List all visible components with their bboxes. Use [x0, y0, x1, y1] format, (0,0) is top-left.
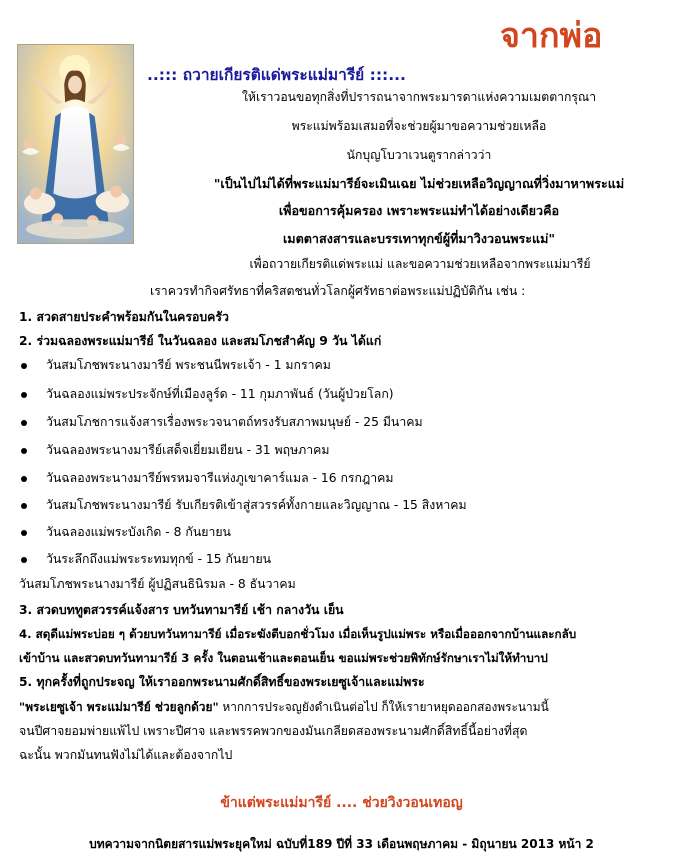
body-line: จนปีศาจยอมพ่ายแพ้ไป เพราะปีศาจ และพรรคพวกของมันเกลียดสองพระนามศักดิ์สิทธิ์นี้อย่างที่สุด	[19, 724, 528, 738]
bullet-icon	[21, 530, 27, 536]
headline: ..::: ถวายเกียรติแด่พระแม่มารีย์ :::...	[147, 66, 406, 84]
prayer-quote: "พระเยซูเจ้า พระแม่มารีย์ ช่วยลูกด้วย"	[19, 700, 219, 714]
prayer-line	[19, 698, 549, 717]
feast-item: วันสมโภชพระนางมารีย์ รับเกียรติเข้าสู่สวรรค์ทั้งกายและวิญญาณ - 15 สิงหาคม	[46, 498, 467, 512]
masthead-title: จากพ่อ	[500, 16, 603, 56]
list-item: เข้าบ้าน และสวดบทวันทามารีย์ 3 ครั้ง ในตอนเช้าและตอนเย็น ขอแม่พระช่วยพิทักษ์รักษาเราไม่ให้ทำบาป	[19, 651, 548, 665]
feast-item: วันฉลองพระนางมารีย์พรหมจารีแห่งภูเขาคาร์แมล - 16 กรกฎาคม	[46, 471, 394, 485]
feast-item: วันสมโภชการแจ้งสารเรื่องพระวจนาตถ์ทรงรับสภาพมนุษย์ - 25 มีนาคม	[46, 415, 423, 429]
closing-prayer: ข้าแต่พระแม่มารีย์ .... ช่วยวิงวอนเทอญ	[220, 795, 463, 811]
intro-line: นักบุญโบวาเวนตูรากล่าวว่า	[346, 148, 492, 162]
quote-line: เพื่อขอการคุ้มครอง เพราะพระแม่ทำได้อย่างเดียวคือ	[278, 203, 560, 218]
feast-item: วันสมโภชพระนางมารีย์ พระชนนีพระเจ้า - 1 มกราคม	[46, 358, 331, 372]
feast-item: วันสมโภชพระนางมารีย์ ผู้ปฏิสนธินิรมล - 8 ธันวาคม	[19, 577, 296, 591]
bullet-icon	[21, 557, 27, 563]
list-item: 2. ร่วมฉลองพระแม่มารีย์ ในวันฉลอง และสมโภชสำคัญ 9 วัน ได้แก่	[19, 334, 382, 348]
list-item: 3. สวดบททูตสวรรค์แจ้งสาร บทวันทามารีย์ เช้า กลางวัน เย็น	[19, 603, 344, 617]
list-item: 5. ทุกครั้งที่ถูกประจญ ให้เราออกพระนามศักดิ์สิทธิ์ของพระเยซูเจ้าและแม่พระ	[19, 675, 425, 689]
virgin-mary-assumption-icon	[17, 44, 134, 244]
bullet-icon	[21, 392, 27, 398]
feast-item: วันฉลองพระนางมารีย์เสด็จเยี่ยมเยียน - 31 พฤษภาคม	[46, 443, 330, 457]
bullet-icon	[21, 420, 27, 426]
list-item: 1. สวดสายประคำพร้อมกันในครอบครัว	[19, 310, 229, 324]
feast-item: วันระลึกถึงแม่พระระทมทุกข์ - 15 กันยายน	[46, 552, 272, 566]
body-line: ฉะนั้น พวกมันทนฟังไม่ได้และต้องจากไป	[19, 748, 233, 762]
feast-item: วันฉลองแม่พระประจักษ์ที่เมืองลูร์ด - 11 กุมภาพันธ์ (วันผู้ป่วยโลก)	[46, 387, 394, 401]
quote-line: เมตตาสงสารและบรรเทาทุกข์ผู้ที่มาวิงวอนพระแม่"	[282, 231, 556, 246]
intro-line: พระแม่พร้อมเสมอที่จะช่วยผู้มาขอความช่วยเหลือ	[291, 119, 547, 133]
bullet-icon	[21, 476, 27, 482]
bullet-icon	[21, 448, 27, 454]
footer-source: บทความจากนิตยสารแม่พระยุคใหม่ ฉบับที่189 ปีที่ 33 เดือนพฤษภาคม - มิถุนายน 2013 หน้า 2	[89, 837, 594, 851]
prayer-rest: หากการประจญยังดำเนินต่อไป ก็ให้เรายาหยุดออกสองพระนามนี้	[218, 700, 549, 714]
list-item: 4. สดุดีแม่พระบ่อย ๆ ด้วยบทวันทามารีย์ เมื่อระฆังตีบอกชั่วโมง เมื่อเห็นรูปแม่พระ หรือเมื่อออกจากบ้านและกลับ	[19, 627, 577, 641]
bullet-icon	[21, 503, 27, 509]
quote-line: "เป็นไปไม่ได้ที่พระแม่มารีย์จะเมินเฉย ไม่ช่วยเหลือวิญญาณที่วิ่งมาหาพระแม่	[213, 176, 625, 191]
intro-line: เพื่อถวายเกียรติแด่พระแม่ และขอความช่วยเหลือจากพระแม่มารีย์	[249, 257, 591, 271]
bullet-icon	[21, 363, 27, 369]
feast-item: วันฉลองแม่พระบังเกิด - 8 กันยายน	[46, 525, 231, 539]
intro-line: เราควรทำกิจศรัทธาที่คริสตชนทั่วโลกผู้ศรัทธาต่อพระแม่ปฏิบัติกัน เช่น :	[150, 284, 526, 298]
intro-line: ให้เราวอนขอทุกสิ่งที่ปรารถนาจากพระมารดาแห่งความเมตตากรุณา	[241, 90, 597, 104]
